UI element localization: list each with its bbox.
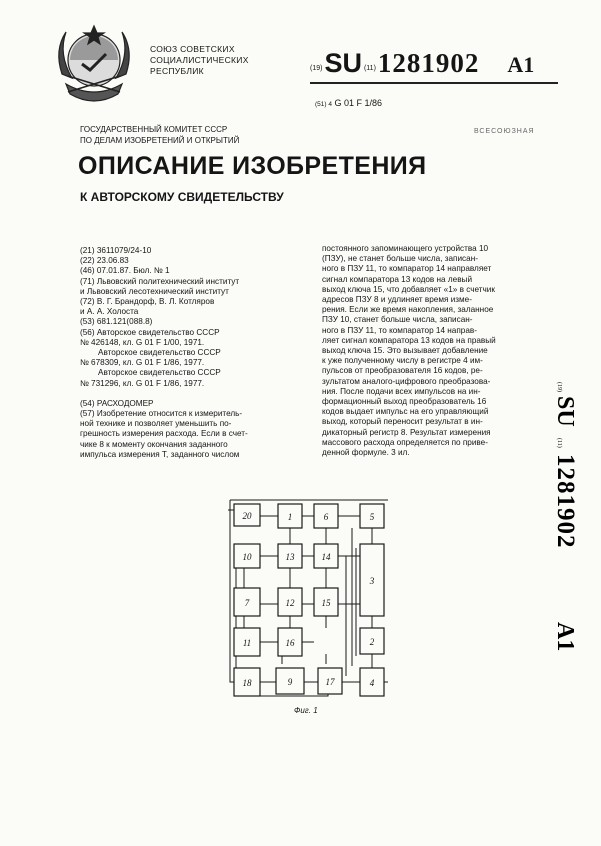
biblio-line: (46) 07.01.87. Бюл. № 1 [80,266,170,276]
abstract-line: чике 8 к моменту окончания заданного [80,439,228,449]
committee [80,124,239,146]
patent-number: 1281902 [377,48,480,78]
text-line: выход ключа 15, что добавляет «1» в счетчик [322,284,495,294]
abstract-line: (57) Изобретение относится к измеритель- [80,409,243,419]
block-label: 1 [287,512,293,522]
state-emblem-icon [48,14,140,114]
text-line: рения. Если же время накопления, заланное [322,305,494,315]
text-line: ного в ПЗУ 11, то компаратор 14 направляет [322,264,492,274]
text-line: зультатом аналого-цифрового преобразова- [322,376,491,386]
side-code-19: (19) [556,382,562,392]
publication-number [310,48,534,79]
text-line: ляет сигнал компаратора 13 кодов на правый [322,335,496,345]
text-line: выход, который переносит результат в ин- [322,417,483,427]
biblio-line: Авторское свидетельство СССР [98,368,221,378]
text-line: (ПЗУ), не станет больше числа, записан- [322,254,478,264]
block-label: 4 [369,678,375,688]
text-line: пульсов от преобразователя 16 кодов, ре- [322,366,483,376]
biblio-line: и А. А. Холоста [80,307,139,317]
side-country: SU [552,396,578,427]
union-name [150,44,249,77]
block-label: 3 [369,576,375,586]
bibliographic-data [80,246,312,460]
text-line: ПЗУ 10, станет больше числа, записан- [322,315,473,325]
text-line: выход ключа 15. Это вызывает добавление [322,346,488,356]
text-line: сигнал компаратора 13 кодов на левый [322,274,473,284]
block-label: 11 [242,638,252,648]
block-label: 18 [242,678,252,688]
text-line: ния. После подачи всех импульсов на ин- [322,386,481,396]
block-label: 14 [321,552,331,562]
committee-line-1: ГОСУДАРСТВЕННЫЙ КОМИТЕТ СССР [80,125,228,134]
biblio-line: (21) 3611079/24-10 [80,246,152,255]
biblio-line: № 678309, кл. G 01 F 1/86, 1977. [80,358,205,368]
biblio-line: Авторское свидетельство СССР [98,348,221,358]
ipc-value: G 01 F 1/86 [334,98,383,108]
library-stamp: ВСЕСОЮЗНАЯ [474,128,535,135]
code-19: (19) [310,65,323,72]
side-patent-number: 1281902 [552,454,579,549]
text-line: ного в ПЗУ 11, то компаратор 14 направ- [322,325,477,335]
biblio-line: № 731296, кл. G 01 F 1/86, 1977. [80,378,205,388]
block-label: 17 [325,677,335,687]
union-line-3: РЕСПУБЛИК [150,66,204,76]
text-line: к уже полученному числу в регистре 4 им- [322,356,483,366]
biblio-line: (72) В. Г. Брандорф, В. Л. Котляров [80,297,215,307]
abstract-line: грешность измерения расхода. Если в счет- [80,429,248,439]
union-line-1: СОЮЗ СОВЕТСКИХ [150,44,235,54]
country-code: SU [324,48,362,78]
abstract-continuation [322,244,548,458]
block-diagram [228,496,400,710]
biblio-line: (71) Львовский политехнический институт [80,276,240,286]
side-kind: A1 [552,622,578,652]
block-label: 20 [242,511,252,521]
block-label: 15 [321,598,331,608]
block-label: 10 [242,552,252,562]
block-label: 7 [244,598,250,608]
block-label: 6 [323,512,329,522]
abstract-line: импульса измерения Т, заданного числом [80,449,240,459]
biblio-line: № 426148, кл. G 01 F 1/00, 1971. [80,337,205,347]
block-label: 9 [287,677,293,687]
side-code-11: (11) [556,438,562,448]
abstract-title: (54) РАСХОДОМЕР [80,398,154,408]
document-subtitle: К АВТОРСКОМУ СВИДЕТЕЛЬСТВУ [80,190,284,204]
abstract-line: ной технике и позволяет уменьшить по- [80,419,232,429]
kind-code: A1 [507,52,535,77]
biblio-line: (53) 681.121(088.8) [80,317,153,327]
block-label: 12 [285,598,295,608]
code-11: (11) [363,65,376,72]
side-publication-number [544,380,592,680]
text-line: адресов ПЗУ 8 и удлиняет время изме- [322,295,472,305]
block-label: 2 [369,637,375,647]
document-title: ОПИСАНИЕ ИЗОБРЕТЕНИЯ [78,152,427,180]
committee-line-2: ПО ДЕЛАМ ИЗОБРЕТЕНИЙ И ОТКРЫТИЙ [80,136,240,145]
figure-caption: Фиг. 1 [294,706,318,715]
block-label: 16 [285,638,295,648]
text-line: массового расхода определяется по приве- [322,437,488,447]
union-line-2: СОЦИАЛИСТИЧЕСКИХ [150,55,249,65]
block-label: 13 [285,552,295,562]
text-line: формационный выход преобразователь 16 [322,397,487,407]
text-line: дикаторный регистр 8. Результат измерения [322,427,491,437]
text-line: постоянного запоминающего устройства 10 [322,244,489,253]
text-line: кодов выдает импульс на его управляющий [322,407,489,417]
biblio-line: (22) 23.06.83 [80,256,129,266]
biblio-line: (56) Авторское свидетельство СССР [80,327,220,337]
ipc-code: (51) 4 [315,101,332,108]
biblio-line: и Львовский лесотехнический институт [80,286,229,296]
text-line: денной формуле. 3 ил. [322,448,410,458]
header-rule [310,82,558,84]
block-label: 5 [369,512,375,522]
ipc-classification [315,98,382,108]
